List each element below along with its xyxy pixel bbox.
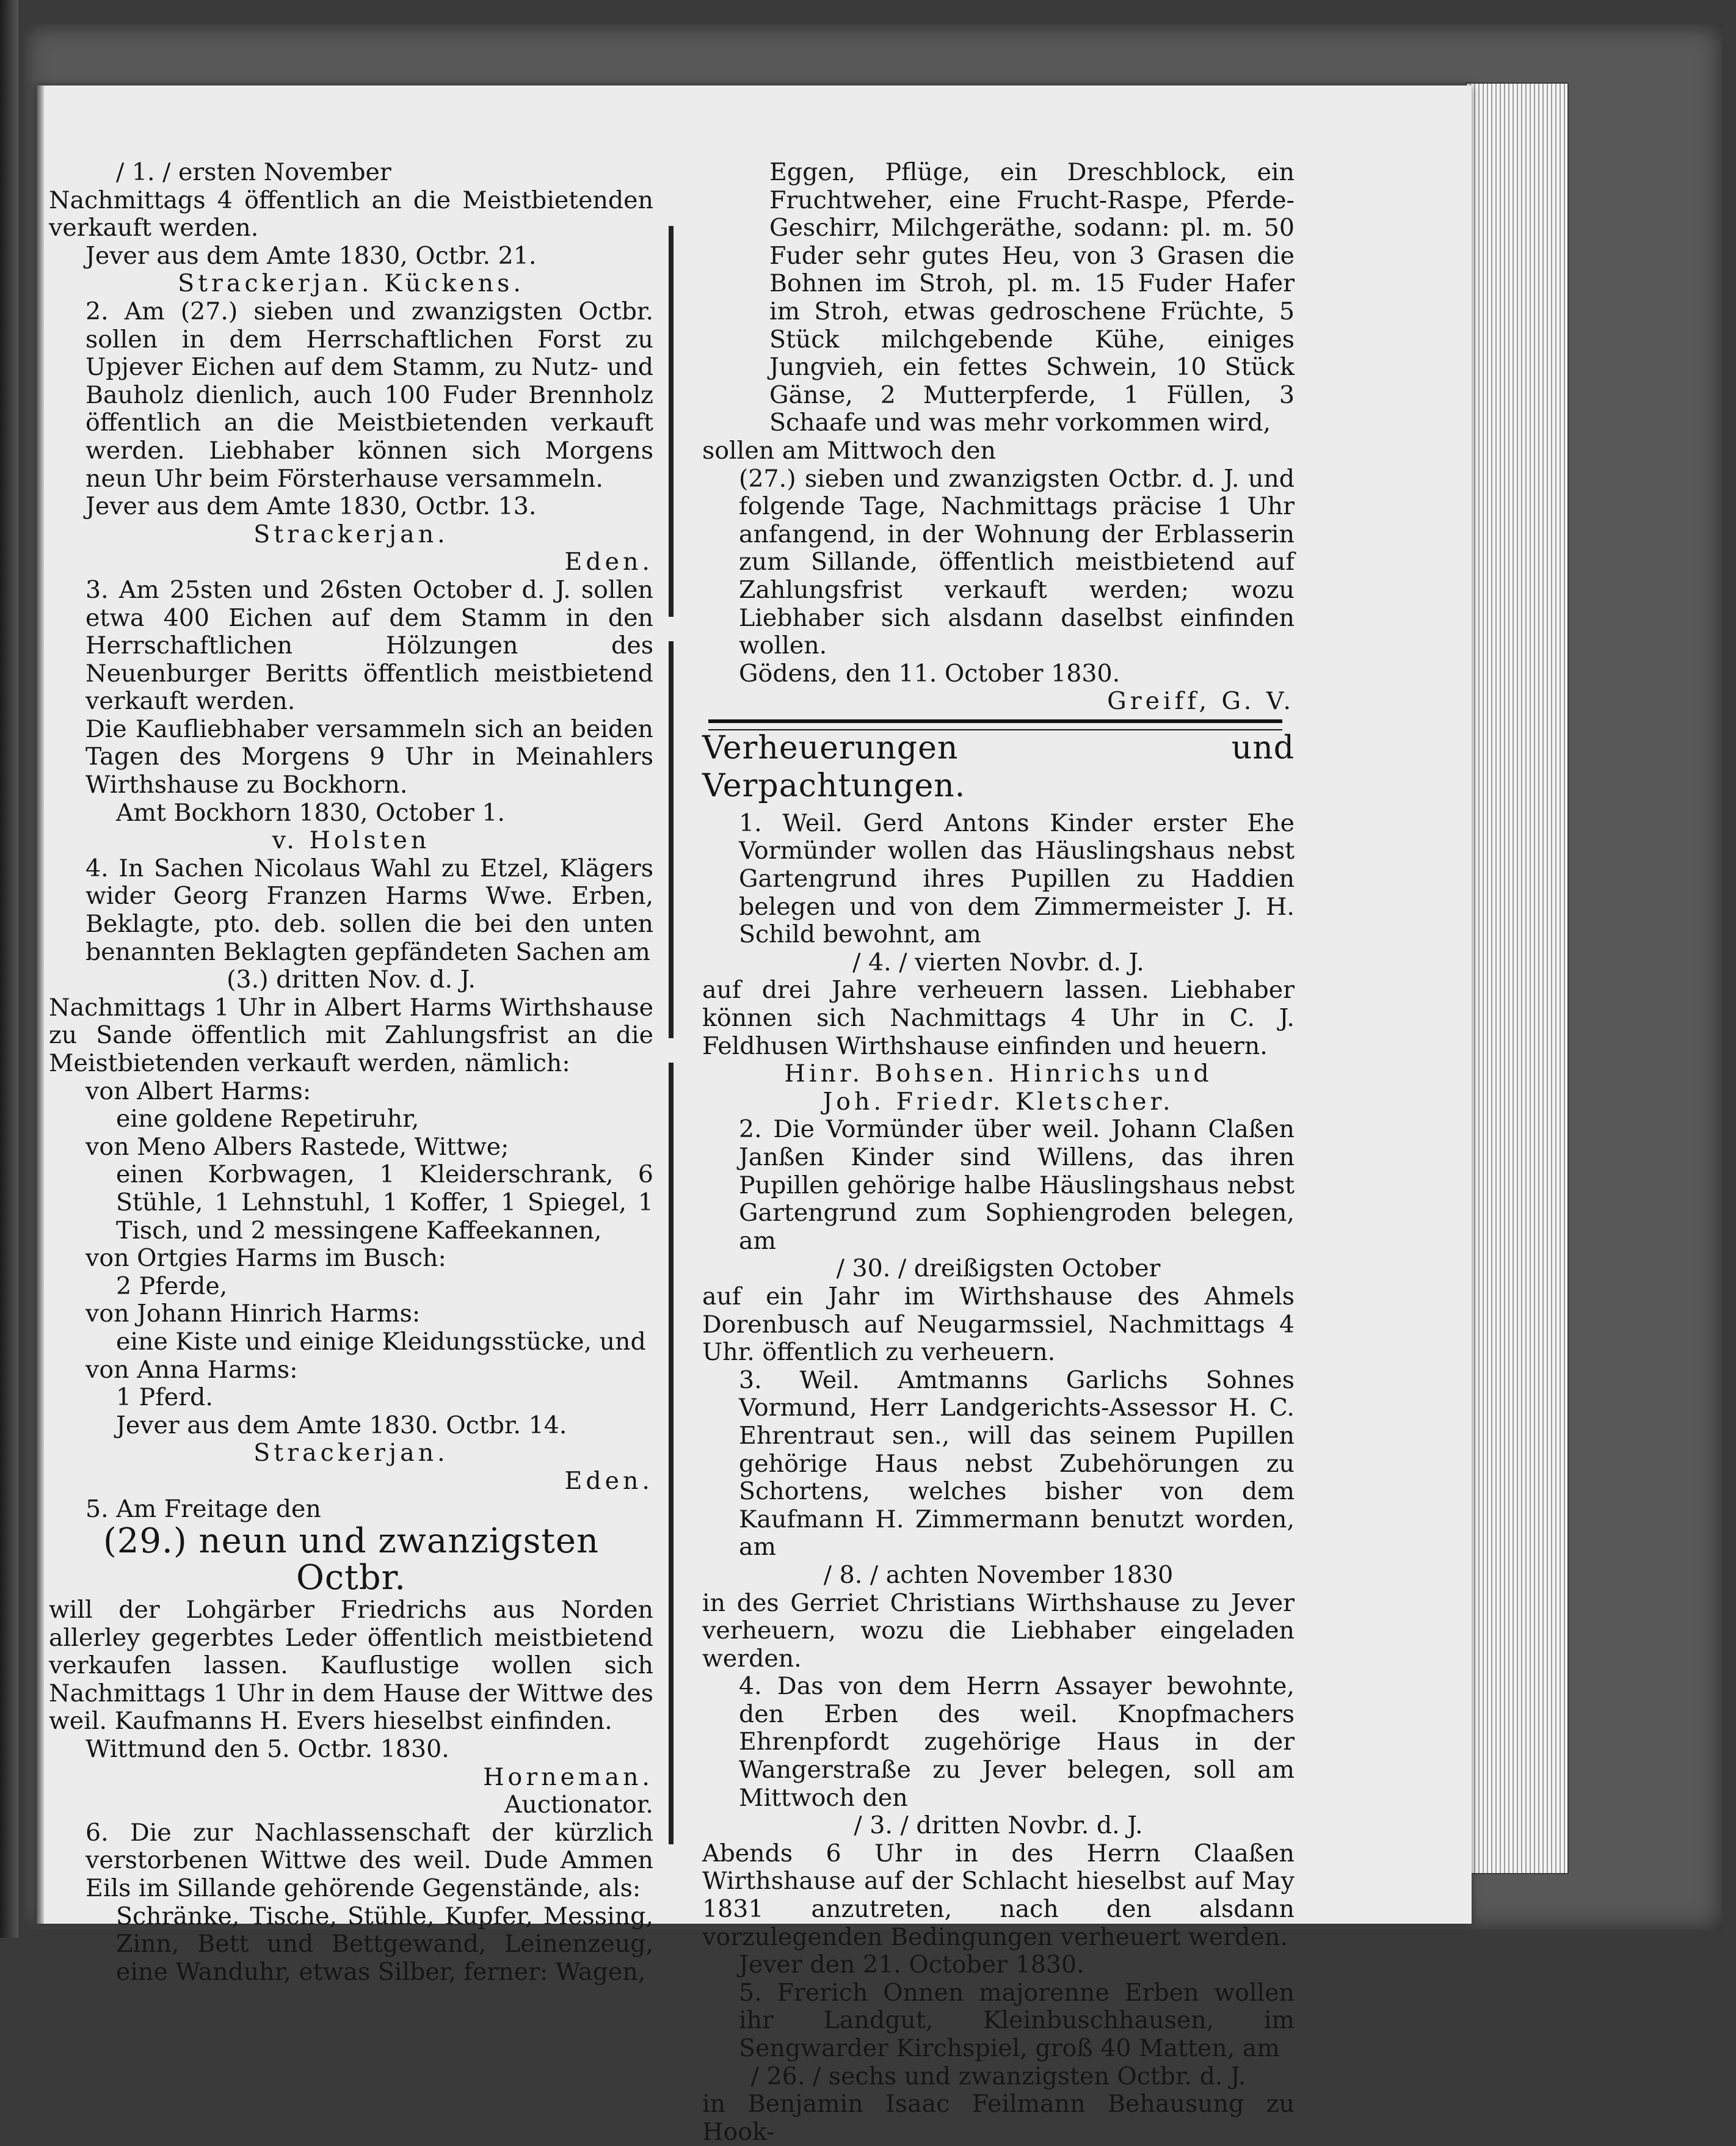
- text-paragraph: sollen am Mittwoch den: [702, 436, 996, 465]
- text-paragraph: (27.) sieben und zwanzigsten Octbr. d. J. und folgende Tage, Nachmittags präcise 1 Uhr anfangend, in der Wohnung der Erblasserin zum Sillande, öffentlich meistbietend auf Zahlungsfrist verkauft werden; wozu Liebhaber sich alsdann daselbst einfinden wollen.: [739, 464, 1295, 660]
- column-rule: [669, 226, 674, 1844]
- newspaper-page: [37, 85, 1472, 2146]
- text-paragraph: Jever aus dem Amte 1830. Octbr. 14.: [116, 1411, 567, 1439]
- text-paragraph: Strackerjan. Kückens.: [178, 269, 525, 298]
- text-paragraph: von Albert Harms:: [85, 1077, 311, 1105]
- text-paragraph: Abends 6 Uhr in des Herrn Claaßen Wirthshause auf der Schlacht hieselbst auf May 1831 anzutreten, nach den alsdann vorzulegenden Bedingungen verheuert werden.: [702, 1839, 1295, 1951]
- text-paragraph: / 1. / ersten November: [116, 158, 391, 186]
- text-paragraph: von Meno Albers Rastede, Wittwe;: [85, 1132, 509, 1161]
- text-paragraph: 3. Weil. Amtmanns Garlichs Sohnes Vormund, Herr Landgerichts-Assessor H. C. Ehrentraut sen., will das seinem Pupillen gehörige Haus nebst Zubehörungen zu Schortens, welches bisher von dem Kaufmann H. Zimmermann benutzt worden, am: [739, 1366, 1295, 1562]
- text-paragraph: auf drei Jahre verheuern lassen. Liebhaber können sich Nachmittags 4 Uhr in C. J. Feldhusen Wirthshause einfinden und heuern.: [702, 976, 1295, 1060]
- text-paragraph: / 8. / achten November 1830: [823, 1560, 1174, 1589]
- text-paragraph: in Benjamin Isaac Feilmann Behausung zu Hook-: [702, 2090, 1295, 2146]
- text-paragraph: 2. Die Vormünder über weil. Johann Claßen Janßen Kinder sind Willens, das ihren Pupillen gehörige halbe Häuslingshaus nebst Gartengrund zum Sophiengroden belegen, am: [739, 1115, 1295, 1255]
- text-paragraph: / 30. / dreißigsten October: [836, 1254, 1161, 1283]
- text-paragraph: in des Gerriet Christians Wirthshause zu Jever verheuern, wozu die Liebhaber eingeladen werden.: [702, 1588, 1295, 1673]
- text-paragraph: / 4. / vierten Novbr. d. J.: [852, 948, 1144, 977]
- text-paragraph: Wittmund den 5. Octbr. 1830.: [85, 1735, 449, 1764]
- text-paragraph: Eden.: [564, 1466, 653, 1495]
- text-paragraph: 5. Frerich Onnen majorenne Erben wollen ihr Landgut, Kleinbuschhausen, im Sengwarder Kirchspiel, groß 40 Matten, am: [739, 1978, 1295, 2062]
- binding-gutter: [37, 85, 44, 1924]
- text-paragraph: (29.) neun und zwanzigsten Octbr.: [103, 1521, 600, 1598]
- text-paragraph: 1 Pferd.: [116, 1383, 213, 1412]
- text-paragraph: Schränke, Tische, Stühle, Kupfer, Messing, Zinn, Bett und Bettgewand, Leinenzeug, eine Wanduhr, etwas Silber, ferner: Wagen,: [116, 1902, 653, 1986]
- text-paragraph: Greiff, G. V.: [1107, 687, 1295, 716]
- text-paragraph: 6. Die zur Nachlassenschaft der kürzlich verstorbenen Wittwe des weil. Dude Ammen Eils im Sillande gehörende Gegenstände, als:: [85, 1818, 653, 1903]
- text-paragraph: 3. Am 25sten und 26sten October d. J. sollen etwa 400 Eichen auf dem Stamm in den Herrschaftlichen Hölzungen des Neuenburger Beritts öffentlich meistbietend verkauft werden.: [85, 575, 653, 716]
- text-paragraph: Jever aus dem Amte 1830, Octbr. 21.: [85, 241, 537, 270]
- text-paragraph: Horneman.: [483, 1762, 653, 1791]
- left-column: [49, 159, 653, 1986]
- text-paragraph: Gödens, den 11. October 1830.: [739, 659, 1120, 688]
- section-heading: Verheuerungen und Verpachtungen.: [702, 729, 1295, 804]
- text-paragraph: Joh. Friedr. Kletscher.: [823, 1087, 1174, 1116]
- text-paragraph: von Johann Hinrich Harms:: [85, 1300, 421, 1328]
- text-paragraph: Auctionator.: [504, 1791, 653, 1819]
- text-paragraph: 2. Am (27.) sieben und zwanzigsten Octbr. sollen in dem Herrschaftlichen Forst zu Upjever Eichen auf dem Stamm, zu Nutz- und Bauholz dienlich, auch 100 Fuder Brennholz öffentlich an die Meistbietenden verkauft werden. Liebhaber können sich Morgens neun Uhr beim Försterhause versammeln.: [85, 297, 653, 493]
- text-paragraph: einen Korbwagen, 1 Kleiderschrank, 6 Stühle, 1 Lehnstuhl, 1 Koffer, 1 Spiegel, 1 Tisch, und 2 messingene Kaffeekannen,: [116, 1160, 653, 1245]
- text-paragraph: Eggen, Pflüge, ein Dreschblock, ein Fruchtweher, eine Frucht-Raspe, Pferde-Geschirr, Milchgeräthe, sodann: pl. m. 50 Fuder sehr gutes Heu, von 3 Grasen die Bohnen im Stroh, pl. m. 15 Fuder Hafer im Stroh, etwas gedroschene Früchte, 5 Stück milchgebende Kühe, einiges Jungvieh, ein fettes Schwein, 10 Stück Gänse, 2 Mutterpferde, 1 Füllen, 3 Schaafe und was mehr vorkommen wird,: [769, 158, 1295, 437]
- text-paragraph: auf ein Jahr im Wirthshause des Ahmels Dorenbusch auf Neugarmssiel, Nachmittags 4 Uhr. öffentlich zu verheuern.: [702, 1282, 1295, 1367]
- text-paragraph: Jever aus dem Amte 1830, Octbr. 13.: [85, 492, 537, 521]
- text-paragraph: 1. Weil. Gerd Antons Kinder erster Ehe Vormünder wollen das Häuslingshaus nebst Gartengrund ihres Pupillen zu Haddien belegen und von dem Zimmermeister J. H. Schild bewohnt, am: [739, 809, 1295, 949]
- text-paragraph: Hinr. Bohsen. Hinrichs und: [784, 1060, 1213, 1088]
- book-cover-board: [24, 24, 1722, 2146]
- text-paragraph: Jever den 21. October 1830.: [739, 1951, 1084, 1979]
- text-paragraph: / 26. / sechs und zwanzigsten Octbr. d. J.: [750, 2062, 1246, 2090]
- text-paragraph: eine Kiste und einige Kleidungsstücke, und: [116, 1327, 646, 1356]
- text-paragraph: Nachmittags 1 Uhr in Albert Harms Wirthshause zu Sande öffentlich mit Zahlungsfrist an die Meistbietenden verkauft werden, nämlich:: [49, 993, 653, 1077]
- text-paragraph: von Ortgies Harms im Busch:: [85, 1244, 446, 1273]
- scan-shadow: [0, 0, 18, 1938]
- text-paragraph: eine goldene Repetiruhr,: [116, 1105, 419, 1133]
- right-column: [702, 159, 1295, 2146]
- text-paragraph: / 3. / dritten Novbr. d. J.: [854, 1811, 1143, 1840]
- text-paragraph: Strackerjan.: [253, 1439, 449, 1468]
- text-paragraph: 5. Am Freitage den: [85, 1494, 321, 1523]
- page-edges: [1465, 82, 1569, 1874]
- text-paragraph: Strackerjan.: [253, 520, 449, 548]
- text-paragraph: Die Kaufliebhaber versammeln sich an beiden Tagen des Morgens 9 Uhr in Meinahlers Wirthshause zu Bockhorn.: [85, 715, 653, 799]
- text-paragraph: Nachmittags 4 öffentlich an die Meistbietenden verkauft werden.: [49, 186, 653, 242]
- text-paragraph: will der Lohgärber Friedrichs aus Norden allerley gegerbtes Leder öffentlich meistbietend verkaufen lassen. Kauflustige wollen sich Nachmittags 1 Uhr in dem Hause der Wittwe des weil. Kaufmanns H. Evers hieselbst einfinden.: [49, 1596, 653, 1736]
- text-paragraph: v. Holsten: [272, 826, 430, 855]
- text-paragraph: 2 Pferde,: [116, 1271, 228, 1300]
- text-paragraph: (3.) dritten Nov. d. J.: [227, 966, 476, 994]
- text-paragraph: 4. In Sachen Nicolaus Wahl zu Etzel, Klägers wider Georg Franzen Harms Wwe. Erben, Beklagte, pto. deb. sollen die bei den unten benannten Beklagten gepfändeten Sachen am: [85, 854, 653, 966]
- text-paragraph: 4. Das von dem Herrn Assayer bewohnte, den Erben des weil. Knopfmachers Ehrenpfordt zugehörige Haus in der Wangerstraße zu Jever belegen, soll am Mittwoch den: [739, 1672, 1295, 1812]
- text-paragraph: von Anna Harms:: [85, 1355, 298, 1384]
- text-paragraph: Eden.: [564, 548, 653, 577]
- text-paragraph: Amt Bockhorn 1830, October 1.: [116, 798, 505, 827]
